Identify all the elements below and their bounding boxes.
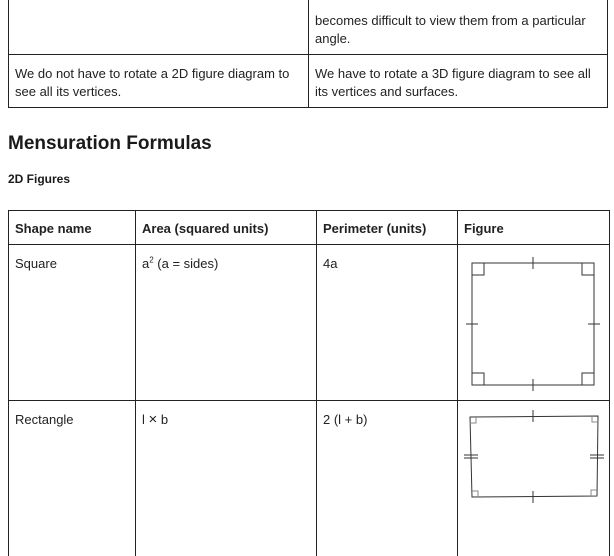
figure-cell [458,401,610,556]
cell-2d: We do not have to rotate a 2D figure diagram to see all its vertices. [9,55,309,108]
subsection-title: 2D Figures [8,172,70,186]
table-header-row [9,211,610,245]
perimeter-formula: 4a [317,245,458,401]
area-length: l [142,412,145,427]
formula-table [8,210,610,556]
table-row [9,401,610,556]
header-perimeter: Perimeter (units) [317,211,458,245]
cell-3d: becomes difficult to view them from a particular angle. [309,0,608,55]
perimeter-formula: 2 (l + b) [317,401,458,556]
comparison-table [8,0,608,108]
header-shape-name: Shape name [9,211,136,245]
table-row [9,245,610,401]
header-area: Area (squared units) [136,211,317,245]
rectangle-figure-icon [458,407,608,517]
cell-2d [9,0,309,55]
shape-name: Rectangle [9,401,136,556]
cell-3d: We have to rotate a 3D figure diagram to see all its vertices and surfaces. [309,55,608,108]
square-figure-icon [458,251,608,391]
area-breadth: b [161,412,168,427]
area-exponent: 2 [149,256,153,265]
area-base: a [142,256,149,271]
section-title: Mensuration Formulas [8,133,212,155]
table-row [9,55,608,108]
area-formula [136,245,317,401]
header-figure: Figure [458,211,610,245]
area-formula [136,401,317,556]
area-note: (a = sides) [154,256,219,271]
multiply-sign: × [149,411,158,428]
table-row [9,0,608,55]
figure-cell [458,245,610,401]
shape-name: Square [9,245,136,401]
